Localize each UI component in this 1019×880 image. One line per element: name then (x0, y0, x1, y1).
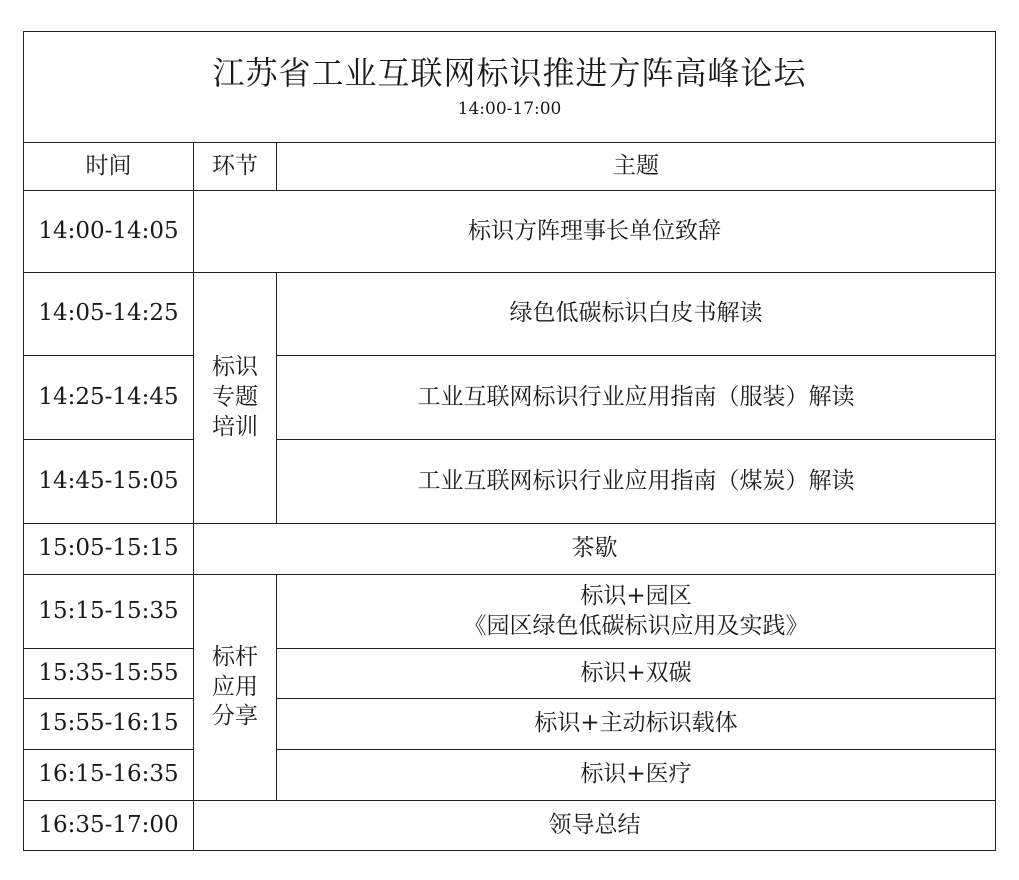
table-row (24, 575, 996, 649)
time-cell: 15:35-15:55 (24, 649, 194, 699)
header-segment: 环节 (194, 143, 277, 191)
time-cell: 15:05-15:15 (24, 524, 194, 575)
header-time: 时间 (24, 143, 194, 191)
topic-cell: 领导总结 (194, 801, 996, 851)
section-label-line: 专题 (212, 384, 258, 411)
time-cell: 16:15-16:35 (24, 750, 194, 801)
table-row (24, 649, 996, 699)
table-row (24, 750, 996, 801)
time-cell: 15:55-16:15 (24, 699, 194, 750)
agenda-table (23, 31, 996, 851)
time-cell: 15:15-15:35 (24, 575, 194, 649)
section-label-line: 培训 (212, 413, 258, 440)
topic-cell: 茶歇 (194, 524, 996, 575)
section-label-line: 分享 (212, 703, 258, 730)
header-row (24, 143, 996, 191)
topic-subline: 《园区绿色低碳标识应用及实践》 (463, 612, 809, 639)
topic-cell: 工业互联网标识行业应用指南（服装）解读 (277, 356, 996, 440)
time-cell: 14:45-15:05 (24, 440, 194, 524)
section-label-line: 标识 (212, 354, 258, 381)
section-cell-showcase (194, 575, 277, 801)
page-title: 江苏省工业互联网标识推进方阵高峰论坛 (212, 53, 807, 92)
table-row (24, 356, 996, 440)
topic-cell: 标识方阵理事长单位致辞 (194, 191, 996, 273)
topic-cell: 标识+医疗 (277, 750, 996, 801)
table-row (24, 524, 996, 575)
title-cell (24, 32, 996, 143)
title-row (24, 32, 996, 143)
section-label-line: 应用 (212, 673, 258, 700)
topic-cell: 绿色低碳标识白皮书解读 (277, 273, 996, 356)
table-row (24, 273, 996, 356)
table-row (24, 440, 996, 524)
topic-cell (277, 575, 996, 649)
topic-cell: 标识+双碳 (277, 649, 996, 699)
time-cell: 14:00-14:05 (24, 191, 194, 273)
table-row (24, 801, 996, 851)
topic-cell: 标识+主动标识载体 (277, 699, 996, 750)
section-cell-training (194, 273, 277, 524)
table-row (24, 191, 996, 273)
header-topic: 主题 (277, 143, 996, 191)
table-row (24, 699, 996, 750)
time-cell: 16:35-17:00 (24, 801, 194, 851)
topic-cell: 工业互联网标识行业应用指南（煤炭）解读 (277, 440, 996, 524)
topic-line: 标识+园区 (580, 582, 692, 609)
time-cell: 14:25-14:45 (24, 356, 194, 440)
time-cell: 14:05-14:25 (24, 273, 194, 356)
page-subtitle: 14:00-17:00 (457, 99, 562, 120)
section-label-line: 标杆 (212, 643, 258, 670)
